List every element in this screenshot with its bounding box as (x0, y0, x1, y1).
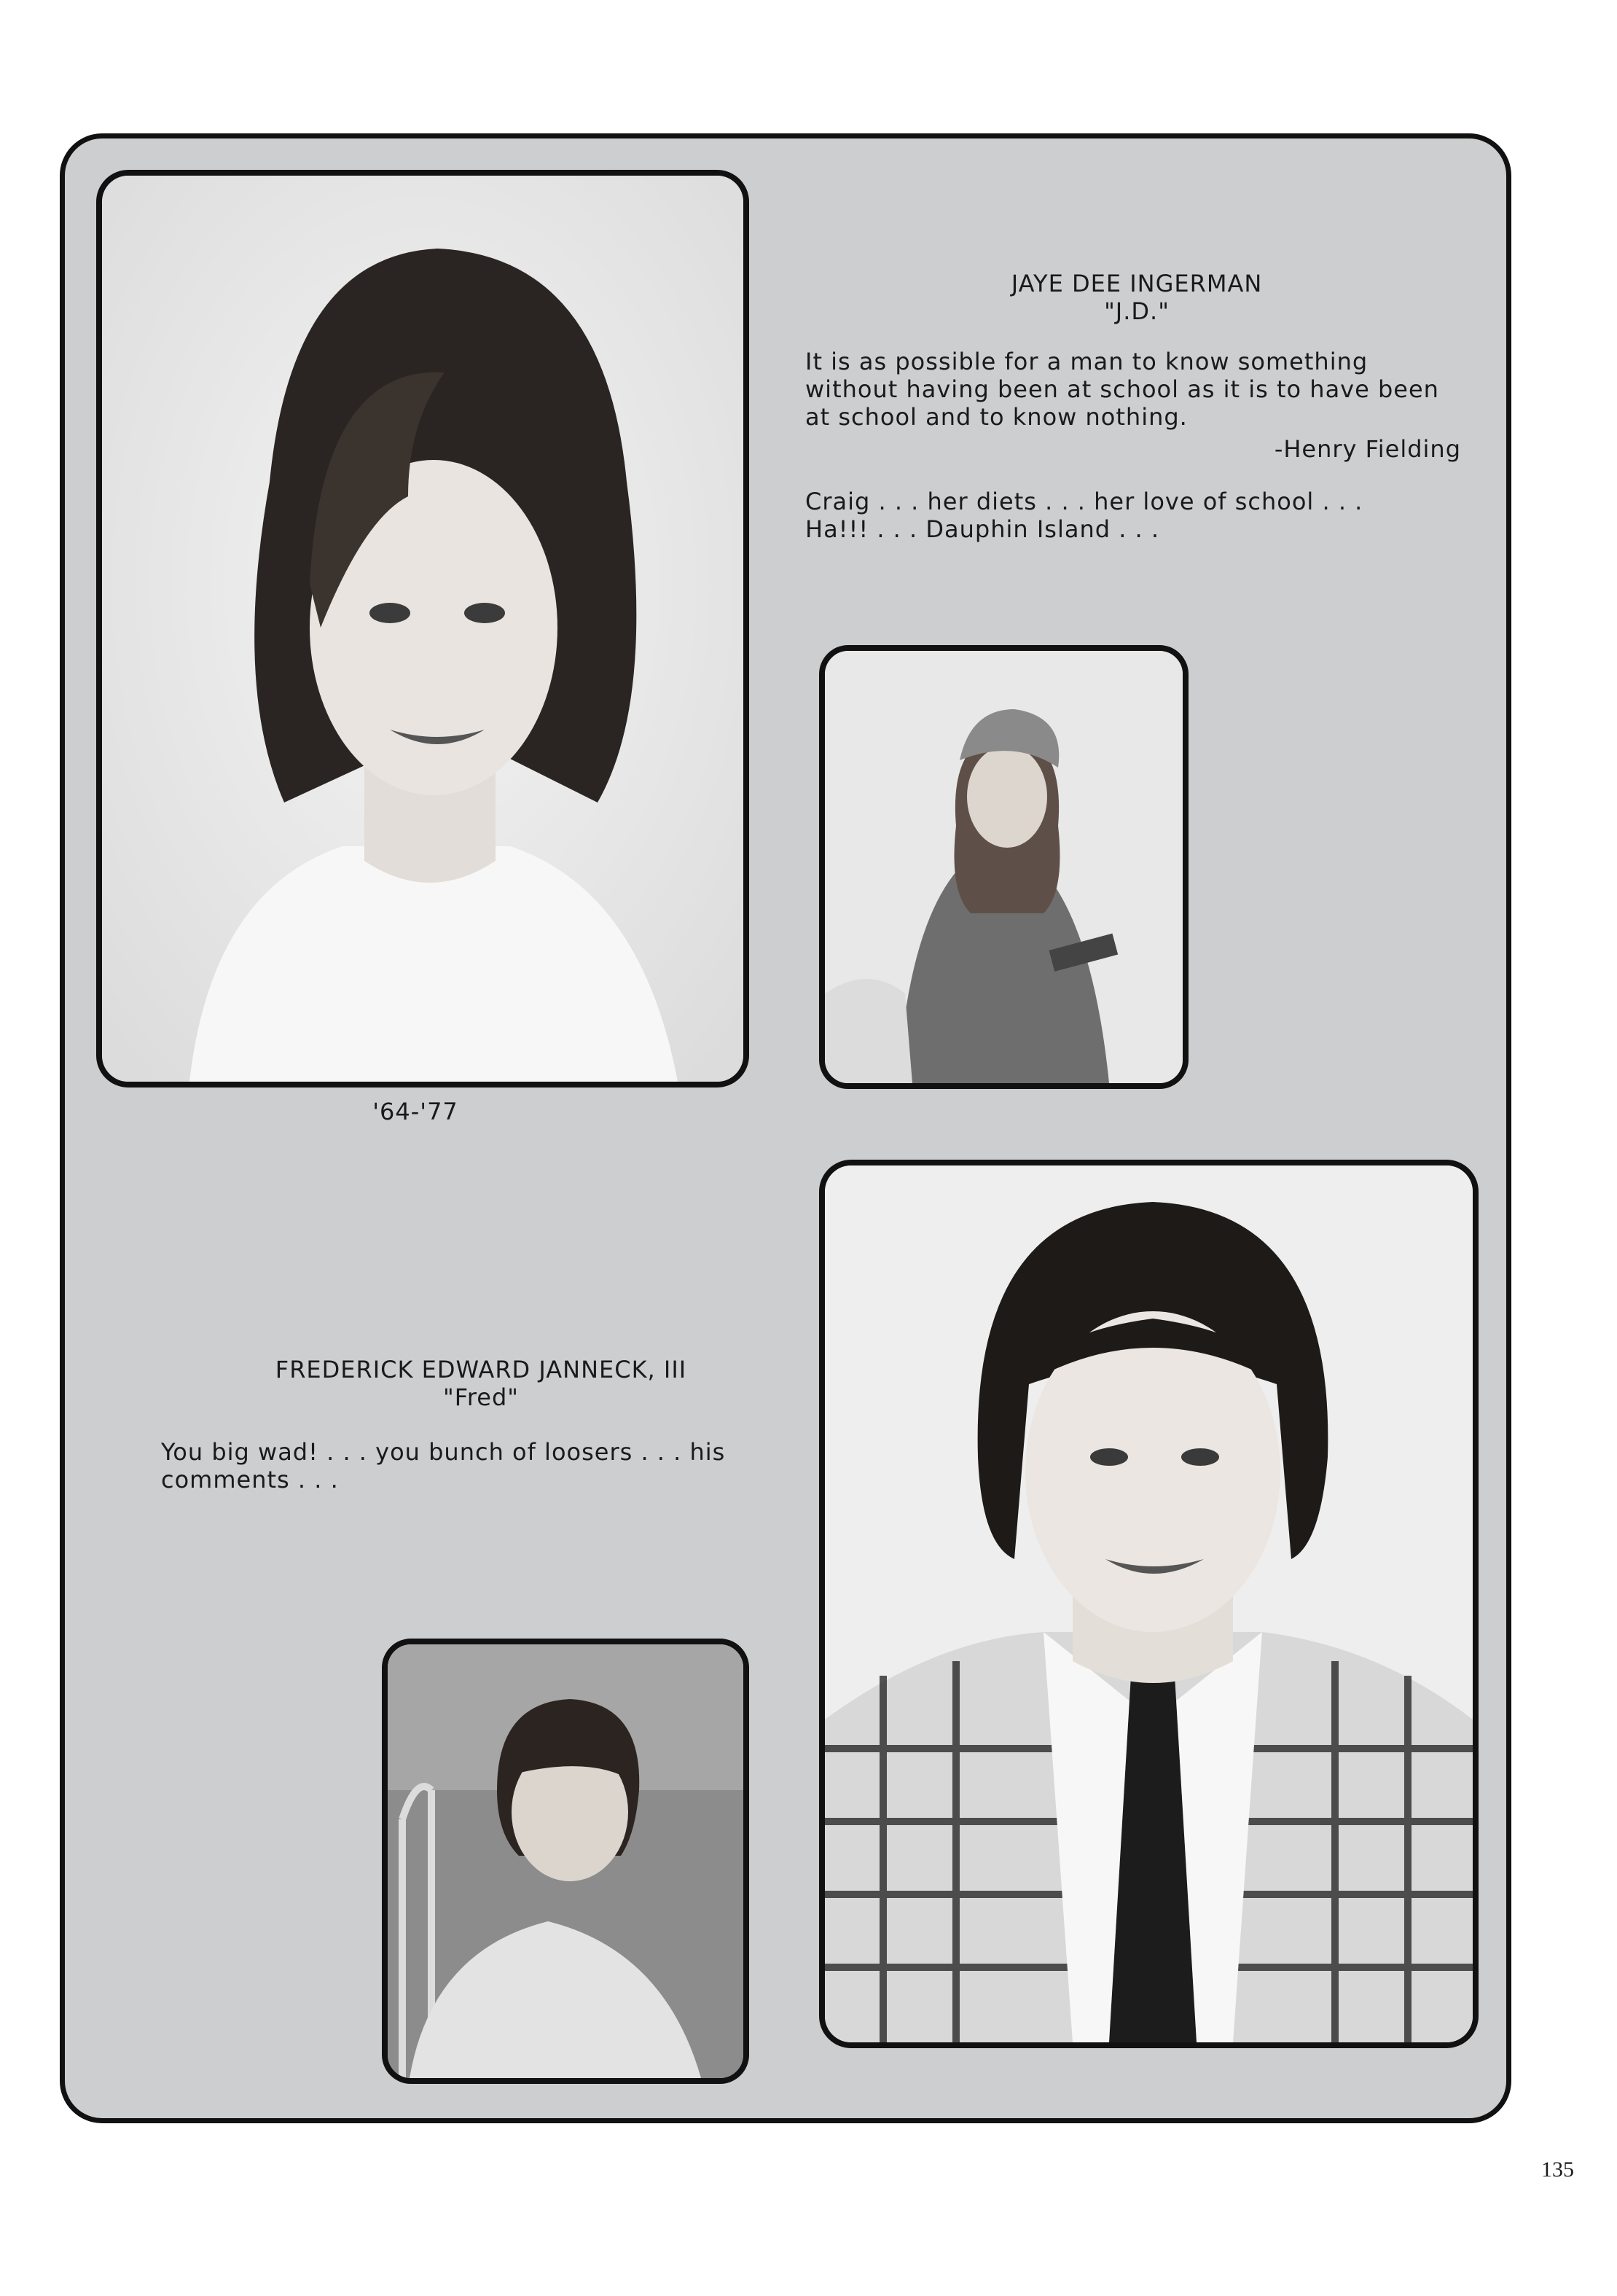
student-nickname: "J.D." (1104, 297, 1170, 325)
candid-photo-jaye (819, 645, 1189, 1089)
student-name: FREDERICK EDWARD JANNECK, III (275, 1356, 687, 1383)
student-comments: You big wad! . . . you bunch of loosers . . . his comments . . . (161, 1438, 726, 1493)
page-number: 135 (1541, 2158, 1574, 2182)
student-nickname: "Fred" (443, 1383, 519, 1411)
student-name: JAYE DEE INGERMAN (1011, 270, 1263, 297)
school-years: '64-'77 (372, 1098, 458, 1125)
portrait-photo-jaye (96, 170, 749, 1088)
quote-author: -Henry Fielding (1274, 435, 1461, 463)
student-comments: Craig . . . her diets . . . her love of school . . . Ha!!! . . . Dauphin Island . . . (805, 488, 1363, 543)
quote-text: It is as possible for a man to know something without having been at school as it is to have been at school and to know nothing. (805, 348, 1439, 431)
portrait-photo-frederick (819, 1160, 1479, 2048)
candid-photo-frederick (382, 1639, 749, 2084)
